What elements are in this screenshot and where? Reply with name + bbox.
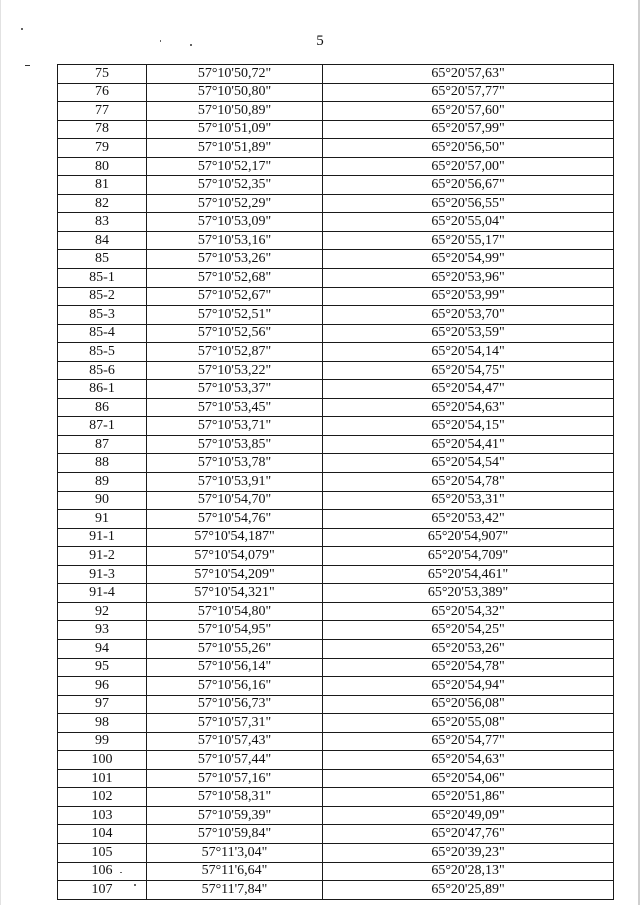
longitude-cell: 65°20'57,99" [323,120,614,139]
latitude-cell: 57°10'54,95" [147,621,323,640]
latitude-cell: 57°10'53,71" [147,417,323,436]
latitude-cell: 57°10'57,31" [147,714,323,733]
latitude-cell: 57°10'52,56" [147,324,323,343]
table-row [58,881,614,900]
point-number-cell: 94 [58,639,147,658]
longitude-cell: 65°20'54,25" [323,621,614,640]
point-number-cell: 99 [58,732,147,751]
table-row [58,732,614,751]
latitude-cell: 57°10'55,26" [147,639,323,658]
latitude-cell: 57°10'51,89" [147,139,323,158]
latitude-cell: 57°10'54,187" [147,528,323,547]
point-number-cell: 91 [58,510,147,529]
longitude-cell: 65°20'54,32" [323,602,614,621]
longitude-cell: 65°20'39,23" [323,843,614,862]
point-number-cell: 85-3 [58,306,147,325]
point-number-cell: 90 [58,491,147,510]
point-number-cell: 87 [58,435,147,454]
table-row [58,677,614,696]
point-number-cell: 102 [58,788,147,807]
point-number-cell: 86 [58,398,147,417]
latitude-cell: 57°11'7,84" [147,881,323,900]
longitude-cell: 65°20'57,63" [323,65,614,84]
latitude-cell: 57°10'54,321" [147,584,323,603]
point-number-cell: 101 [58,769,147,788]
longitude-cell: 65°20'54,63" [323,751,614,770]
latitude-cell: 57°10'52,67" [147,287,323,306]
longitude-cell: 65°20'54,75" [323,361,614,380]
table-row [58,213,614,232]
point-number-cell: 83 [58,213,147,232]
longitude-cell: 65°20'55,04" [323,213,614,232]
table-row [58,65,614,84]
point-number-cell: 89 [58,473,147,492]
table-row [58,769,614,788]
scan-speck [21,28,23,30]
table-row [58,510,614,529]
longitude-cell: 65°20'56,08" [323,695,614,714]
longitude-cell: 65°20'49,09" [323,806,614,825]
latitude-cell: 57°10'53,85" [147,435,323,454]
longitude-cell: 65°20'54,41" [323,435,614,454]
point-number-cell: 82 [58,194,147,213]
longitude-cell: 65°20'57,00" [323,157,614,176]
point-number-cell: 95 [58,658,147,677]
table-row [58,825,614,844]
table-row [58,528,614,547]
table-row [58,714,614,733]
longitude-cell: 65°20'54,78" [323,658,614,677]
coordinates-table [57,64,614,900]
longitude-cell: 65°20'54,14" [323,343,614,362]
page-number: 5 [316,33,324,49]
longitude-cell: 65°20'53,389" [323,584,614,603]
latitude-cell: 57°10'53,91" [147,473,323,492]
table-row [58,491,614,510]
longitude-cell: 65°20'25,89" [323,881,614,900]
latitude-cell: 57°10'52,87" [147,343,323,362]
point-number-cell: 105 [58,843,147,862]
table-row [58,231,614,250]
latitude-cell: 57°10'56,73" [147,695,323,714]
latitude-cell: 57°10'56,16" [147,677,323,696]
latitude-cell: 57°10'59,84" [147,825,323,844]
table-row [58,639,614,658]
table-row [58,306,614,325]
table-row [58,176,614,195]
latitude-cell: 57°10'52,68" [147,269,323,288]
longitude-cell: 65°20'53,26" [323,639,614,658]
table-row [58,102,614,121]
longitude-cell: 65°20'53,96" [323,269,614,288]
latitude-cell: 57°10'54,80" [147,602,323,621]
point-number-cell: 104 [58,825,147,844]
point-number-cell: 107 [58,881,147,900]
longitude-cell: 65°20'54,06" [323,769,614,788]
longitude-cell: 65°20'56,67" [323,176,614,195]
point-number-cell: 92 [58,602,147,621]
point-number-cell: 91-3 [58,565,147,584]
scan-edge-left [0,0,1,905]
point-number-cell: 103 [58,806,147,825]
longitude-cell: 65°20'51,86" [323,788,614,807]
longitude-cell: 65°20'28,13" [323,862,614,881]
point-number-cell: 106 [58,862,147,881]
table-row [58,473,614,492]
latitude-cell: 57°10'57,16" [147,769,323,788]
latitude-cell: 57°10'50,89" [147,102,323,121]
longitude-cell: 65°20'53,70" [323,306,614,325]
table-row [58,602,614,621]
latitude-cell: 57°11'6,64" [147,862,323,881]
table-row [58,380,614,399]
latitude-cell: 57°10'56,14" [147,658,323,677]
point-number-cell: 85-1 [58,269,147,288]
latitude-cell: 57°10'54,76" [147,510,323,529]
table-row [58,435,614,454]
point-number-cell: 93 [58,621,147,640]
point-number-cell: 100 [58,751,147,770]
table-row [58,139,614,158]
latitude-cell: 57°10'53,16" [147,231,323,250]
longitude-cell: 65°20'53,31" [323,491,614,510]
longitude-cell: 65°20'53,42" [323,510,614,529]
table-row [58,324,614,343]
point-number-cell: 91-2 [58,547,147,566]
latitude-cell: 57°10'52,51" [147,306,323,325]
table-row [58,417,614,436]
point-number-cell: 85-6 [58,361,147,380]
point-number-cell: 79 [58,139,147,158]
longitude-cell: 65°20'56,50" [323,139,614,158]
latitude-cell: 57°10'54,079" [147,547,323,566]
table-row [58,120,614,139]
point-number-cell: 85-4 [58,324,147,343]
longitude-cell: 65°20'54,54" [323,454,614,473]
point-number-cell: 98 [58,714,147,733]
latitude-cell: 57°10'50,72" [147,65,323,84]
longitude-cell: 65°20'54,77" [323,732,614,751]
table-row [58,83,614,102]
longitude-cell: 65°20'54,78" [323,473,614,492]
longitude-cell: 65°20'54,47" [323,380,614,399]
table-row [58,843,614,862]
latitude-cell: 57°10'50,80" [147,83,323,102]
longitude-cell: 65°20'54,63" [323,398,614,417]
longitude-cell: 65°20'56,55" [323,194,614,213]
point-number-cell: 77 [58,102,147,121]
table-row [58,398,614,417]
longitude-cell: 65°20'54,907" [323,528,614,547]
longitude-cell: 65°20'53,59" [323,324,614,343]
longitude-cell: 65°20'53,99" [323,287,614,306]
table-row [58,157,614,176]
point-number-cell: 86-1 [58,380,147,399]
table-row [58,269,614,288]
latitude-cell: 57°10'53,22" [147,361,323,380]
latitude-cell: 57°10'59,39" [147,806,323,825]
point-number-cell: 76 [58,83,147,102]
latitude-cell: 57°10'53,09" [147,213,323,232]
latitude-cell: 57°10'52,35" [147,176,323,195]
longitude-cell: 65°20'54,99" [323,250,614,269]
point-number-cell: 80 [58,157,147,176]
point-number-cell: 87-1 [58,417,147,436]
longitude-cell: 65°20'47,76" [323,825,614,844]
scan-speck [25,65,30,66]
point-number-cell: 91-4 [58,584,147,603]
longitude-cell: 65°20'54,461" [323,565,614,584]
latitude-cell: 57°10'57,43" [147,732,323,751]
point-number-cell: 85 [58,250,147,269]
point-number-cell: 85-5 [58,343,147,362]
latitude-cell: 57°10'54,70" [147,491,323,510]
point-number-cell: 84 [58,231,147,250]
table-row [58,565,614,584]
point-number-cell: 97 [58,695,147,714]
point-number-cell: 81 [58,176,147,195]
table-row [58,862,614,881]
table-row [58,454,614,473]
table-row [58,658,614,677]
table-row [58,695,614,714]
longitude-cell: 65°20'54,15" [323,417,614,436]
coordinates-table-body [58,65,614,900]
table-row [58,250,614,269]
table-row [58,547,614,566]
latitude-cell: 57°11'3,04" [147,843,323,862]
latitude-cell: 57°10'53,37" [147,380,323,399]
table-row [58,806,614,825]
latitude-cell: 57°10'57,44" [147,751,323,770]
table-row [58,194,614,213]
latitude-cell: 57°10'58,31" [147,788,323,807]
longitude-cell: 65°20'55,17" [323,231,614,250]
table-row [58,361,614,380]
latitude-cell: 57°10'53,45" [147,398,323,417]
table-row [58,287,614,306]
table-row [58,343,614,362]
table-row [58,621,614,640]
latitude-cell: 57°10'53,78" [147,454,323,473]
point-number-cell: 96 [58,677,147,696]
longitude-cell: 65°20'54,709" [323,547,614,566]
point-number-cell: 78 [58,120,147,139]
point-number-cell: 75 [58,65,147,84]
table-row [58,788,614,807]
latitude-cell: 57°10'52,17" [147,157,323,176]
latitude-cell: 57°10'52,29" [147,194,323,213]
point-number-cell: 88 [58,454,147,473]
longitude-cell: 65°20'54,94" [323,677,614,696]
point-number-cell: 85-2 [58,287,147,306]
longitude-cell: 65°20'57,60" [323,102,614,121]
point-number-cell: 91-1 [58,528,147,547]
table-row [58,584,614,603]
longitude-cell: 65°20'55,08" [323,714,614,733]
longitude-cell: 65°20'57,77" [323,83,614,102]
latitude-cell: 57°10'51,09" [147,120,323,139]
table-row [58,751,614,770]
latitude-cell: 57°10'54,209" [147,565,323,584]
latitude-cell: 57°10'53,26" [147,250,323,269]
